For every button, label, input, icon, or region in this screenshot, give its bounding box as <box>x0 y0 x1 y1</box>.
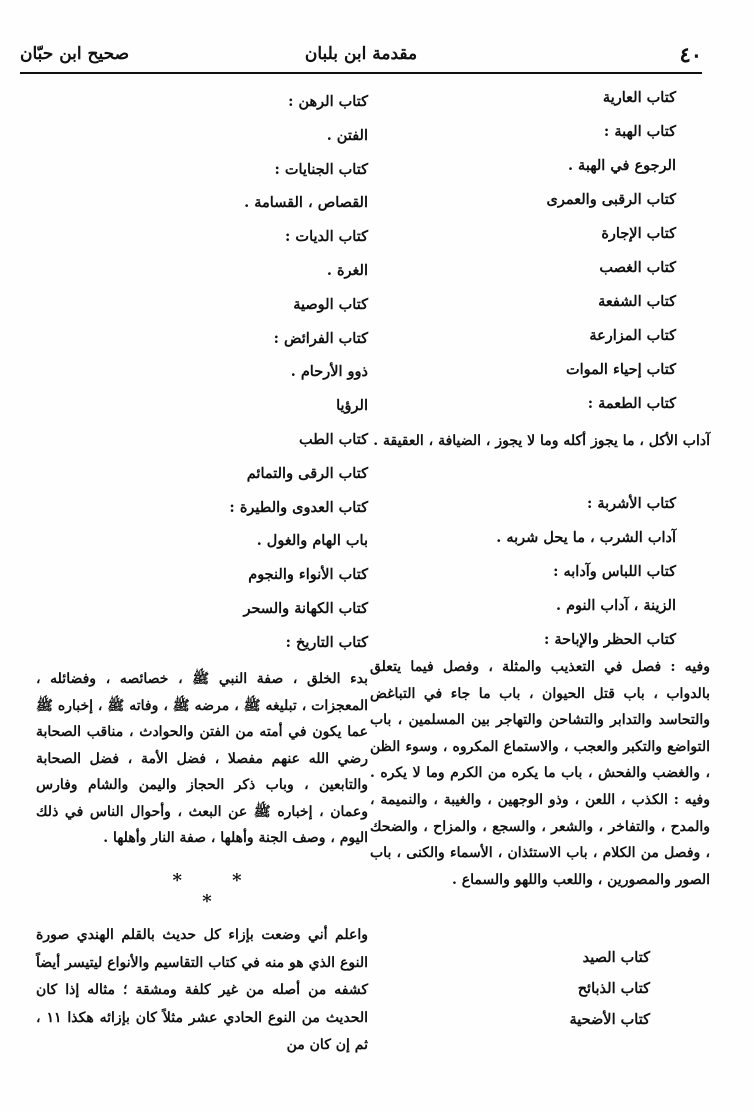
book-title: صحيح ابن حبّان <box>20 44 130 64</box>
list-item: كتاب الغصب <box>599 259 676 276</box>
list-item: كتاب الشفعة <box>598 293 676 310</box>
list-item: كتاب الطعمة : <box>587 395 676 412</box>
list-item: كتاب اللباس وآدابه : <box>553 563 676 580</box>
right-column-lower <box>372 494 676 664</box>
list-item: كتاب الرقبى والعمرى <box>546 191 676 208</box>
fihi-paragraph: وفيه : فصل في التعذيب والمثلة ، وفصل فيما يتعلق بالدواب ، باب قتل الحيوان ، باب ما جاء في التباغض والتحاسد والتدابر والتشاحن والتهاجر بين المسلمين ، باب التواضع والتكبر والعجب ، والاستماع المكروه ، وسوء الظن ، والغضب والفحش ، باب ما يكره من الكرم وما لا يكره . وفيه : الكذب ، اللعن ، وذو الوجهين ، والغيبة ، والنميمة ، والمدح ، والتفاخر ، والشعر ، والسجع ، والمزاح ، والضحك ، وفصل من الكلام ، باب الاستئذان ، الأسماء والكنى ، باب الصور والمصورين ، واللعب واللهو والسماع . <box>370 659 710 888</box>
list-item: الرؤيا <box>336 397 368 415</box>
list-item: باب الهام والغول . <box>256 532 368 550</box>
list-item: كتاب الأشربة : <box>586 495 676 512</box>
list-item: كتاب الديات : <box>285 228 368 246</box>
list-item: كتاب الأضحية <box>569 1011 650 1028</box>
list-item: كتاب الحظر والإباحة : <box>543 631 676 648</box>
list-item: كتاب إحياء الموات <box>565 361 676 378</box>
right-tail-list <box>480 948 680 1041</box>
list-item: كتاب الجنايات : <box>274 160 368 178</box>
running-title: مقدمة ابن بلبان <box>304 44 418 64</box>
page-number: ٤٠ <box>679 42 702 67</box>
list-item: الرجوع في الهبة . <box>567 157 676 174</box>
closing-paragraph: واعلم أني وضعت بإزاء كل حديث بالقلم الهندي صورة النوع الذي هو منه في كتاب التقاسيم والأنواع ليتيسر أيضاً كشفه من أصله من غير كلفة ومشقة ؛ مثاله إذا كان الحديث من النوع الحادي عشر مثلاً كان بإزائه هكذا ١١ ، ثم إن كان من <box>36 927 368 1053</box>
list-item: الغرة . <box>326 261 368 279</box>
list-item: كتاب الصيد <box>582 949 650 966</box>
list-item: الزينة ، آداب النوم . <box>555 597 676 614</box>
list-item: آداب الشرب ، ما يحل شربه . <box>496 529 676 546</box>
right-column <box>372 88 676 428</box>
adab-akl-paragraph: آداب الأكل ، ما يجوز أكله وما لا يجوز ، الضيافة ، العقيقة . <box>373 433 710 449</box>
list-item: كتاب الرهن : <box>288 93 368 110</box>
page-header <box>20 38 702 74</box>
list-item: كتاب العارية <box>602 89 676 106</box>
list-item: كتاب العدوى والطيرة : <box>229 498 368 516</box>
list-item: كتاب الذبائح <box>577 980 650 997</box>
list-item: كتاب التاريخ : <box>285 633 368 651</box>
tarikh-paragraph: بدء الخلق ، صفة النبي ﷺ ، خصائصه ، وفضائله ، المعجزات ، تبليغه ﷺ ، مرضه ﷺ ، وفاته ﷺ ، إخباره ﷺ عما يكون في أمته من الفتن والحوادث ، مناقب الصحابة رضي الله عنهم مفصلا ، فضل الأمة ، فضل الصحابة والتابعين ، وباب ذكر الحجاز واليمن والشام وفارس وعمان ، إخباره ﷺ عن البعث ، وأحوال الناس في ذلك اليوم ، وصف الجنة وأهلها ، صفة النار وأهلها . <box>36 671 368 846</box>
left-column <box>36 92 368 667</box>
list-item: كتاب الهبة : <box>603 123 676 140</box>
list-item: الفتن . <box>326 126 368 144</box>
list-item: ذوو الأرحام . <box>290 363 368 381</box>
list-item: كتاب الرقى والتمائم <box>246 464 368 482</box>
list-item: كتاب الوصية <box>293 295 368 313</box>
list-item: كتاب الفرائض : <box>273 329 368 347</box>
section-divider-stars: * * * <box>172 870 264 912</box>
list-item: القصاص ، القسامة . <box>244 194 368 212</box>
list-item: كتاب الأنواء والنجوم <box>248 566 368 584</box>
list-item: كتاب الكهانة والسحر <box>243 599 368 617</box>
list-item: كتاب الإجارة <box>601 225 676 242</box>
list-item: كتاب الطب <box>299 430 368 448</box>
list-item: كتاب المزارعة <box>589 327 676 344</box>
